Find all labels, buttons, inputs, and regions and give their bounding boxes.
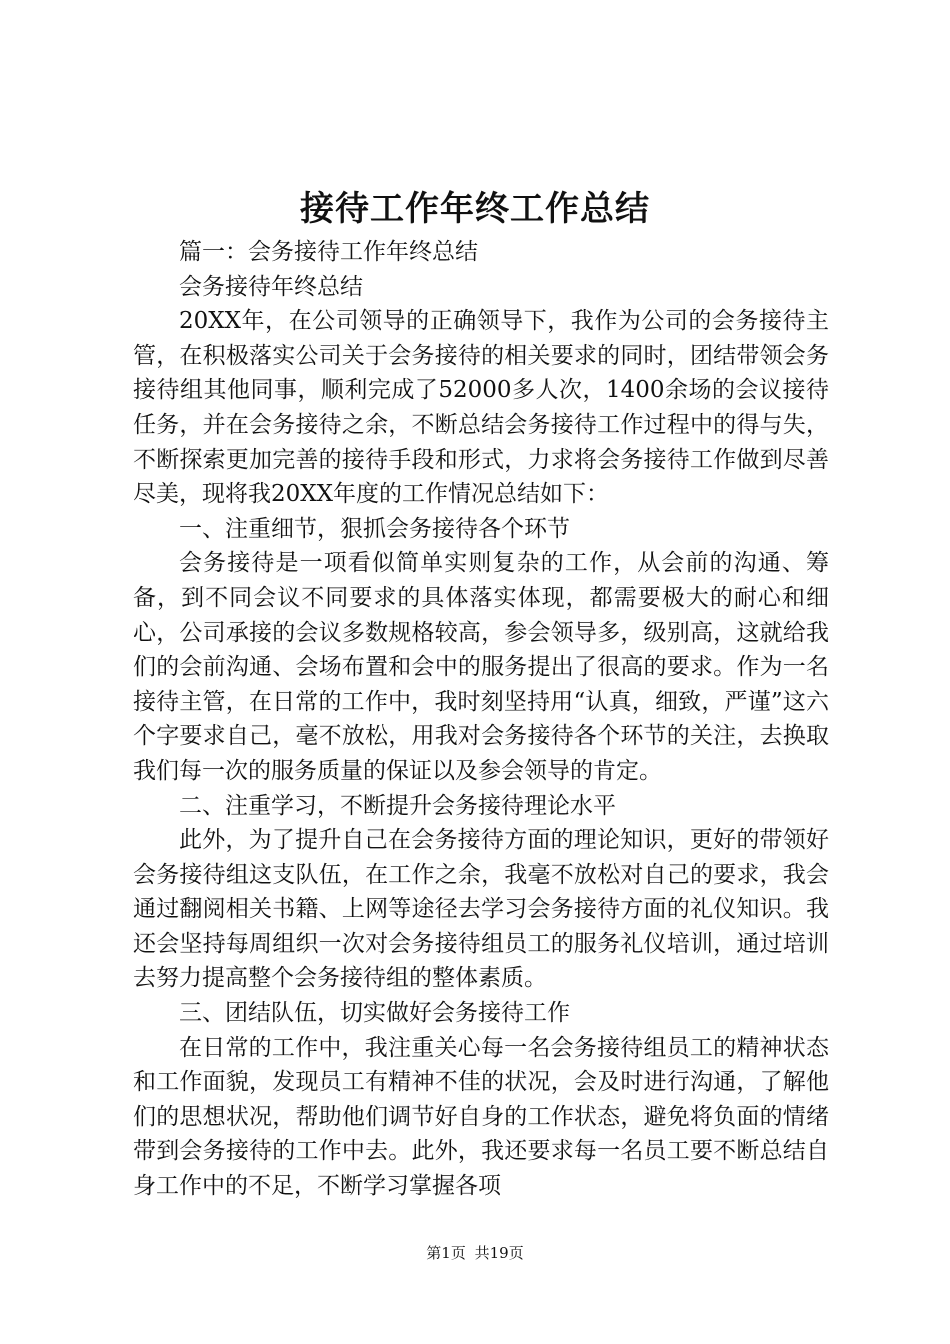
subtitle: 会务接待年终总结 bbox=[179, 273, 363, 300]
intro-paragraph: 20XX年，在公司领导的正确领导下，我作为公司的会务接待主管，在积极落实公司关于会务接待的相关要求的同时，团结带领会务接待组其他同事，顺利完成了52000多人次，1400余场的会议接待任务，并在会务接待之余，不断总结会务接待工作过程中的得与失，不断探索更加完善的接待手段和形式，力求将会务接待工作做到尽善尽美，现将我20XX年度的工作情况总结如下： bbox=[133, 308, 829, 508]
heading-2: 二、注重学习，不断提升会务接待理论水平 bbox=[179, 792, 616, 819]
heading-3: 三、团结队伍，切实做好会务接待工作 bbox=[179, 1000, 570, 1027]
paragraph-3: 在日常的工作中，我注重关心每一名会务接待组员工的精神状态和工作面貌，发现员工有精神不佳的状况，会及时进行沟通，了解他们的思想状况，帮助他们调节好自身的工作状态，避免将负面的情绪带到会务接待的工作中去。此外，我还要求每一名员工要不断总结自身工作中的不足，不断学习掌握各项 bbox=[133, 1034, 829, 1200]
page-footer bbox=[0, 1243, 950, 1263]
section-title: 篇一：会务接待工作年终总结 bbox=[179, 239, 478, 265]
document-body bbox=[133, 235, 829, 1204]
total-pages: 共19页 bbox=[474, 1244, 524, 1262]
paragraph-2: 此外，为了提升自己在会务接待方面的理论知识，更好的带领好会务接待组这支队伍，在工作之余，我毫不放松对自己的要求，我会通过翻阅相关书籍、上网等途径去学习会务接待方面的礼仪知识。我还会坚持每周组织一次对会务接待组员工的服务礼仪培训，通过培训去努力提高整个会务接待组的整体素质。 bbox=[133, 827, 829, 992]
page-number: 第1页 bbox=[426, 1244, 466, 1262]
heading-1: 一、注重细节，狠抓会务接待各个环节 bbox=[179, 515, 570, 542]
paragraph-1: 会务接待是一项看似简单实则复杂的工作，从会前的沟通、筹备，到不同会议不同要求的具体落实体现，都需要极大的耐心和细心，公司承接的会议多数规格较高，参会领导多，级别高，这就给我们的会前沟通、会场布置和会中的服务提出了很高的要求。作为一名接待主管，在日常的工作中，我时刻坚持用“认真，细致，严谨”这六个字要求自己，毫不放松，用我对会务接待各个环节的关注，去换取我们每一次的服务质量的保证以及参会领导的肯定。 bbox=[133, 550, 829, 784]
document-title: 接待工作年终工作总结 bbox=[300, 189, 650, 229]
